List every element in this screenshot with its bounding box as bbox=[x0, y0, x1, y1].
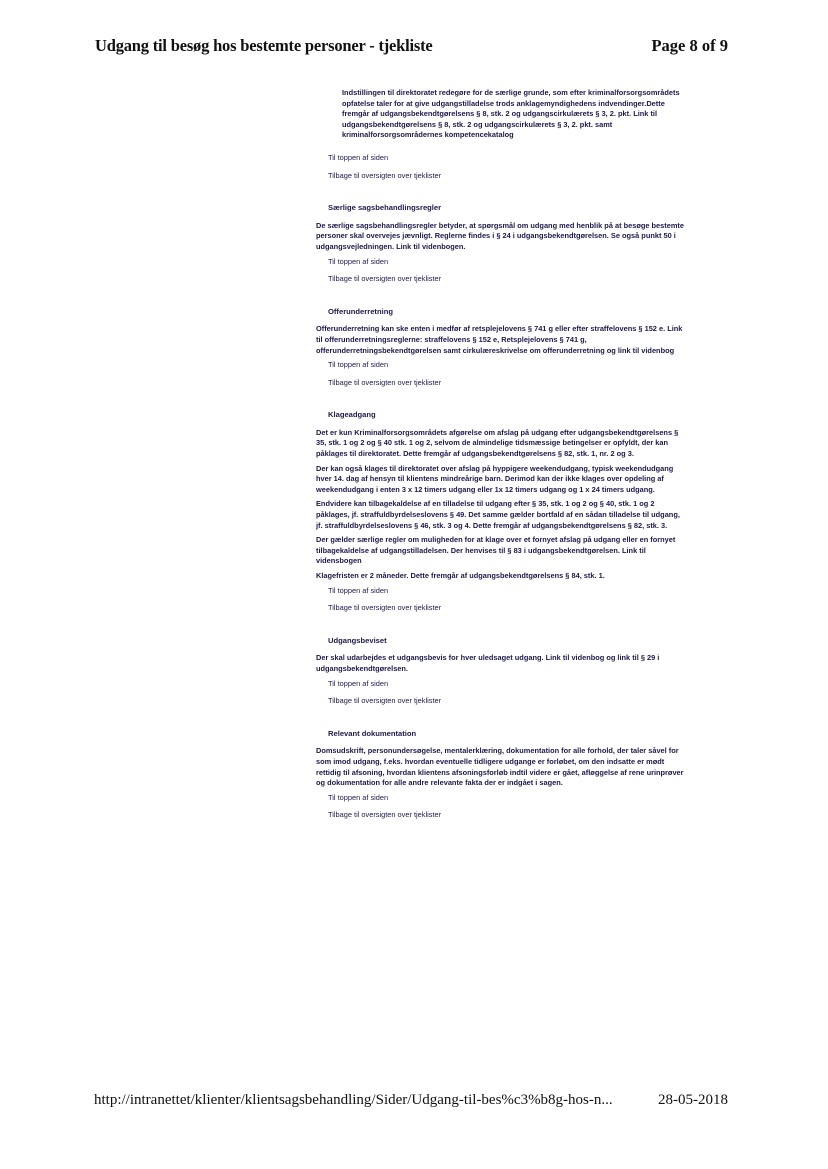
back-to-overview-link[interactable]: Tilbage til oversigten over tjeklister bbox=[328, 696, 442, 706]
page-content bbox=[316, 88, 686, 828]
document-title: Udgang til besøg hos bestemte personer - tjekliste bbox=[95, 36, 433, 55]
back-to-overview-link[interactable]: Tilbage til oversigten over tjeklister bbox=[328, 603, 442, 613]
to-top-link[interactable]: Til toppen af siden bbox=[328, 792, 389, 802]
to-top-link[interactable]: Til toppen af siden bbox=[328, 585, 389, 595]
source-url: http://intranettet/klienter/klientsagsbehandling/Sider/Udgang-til-bes%c3%b8g-hos-n... bbox=[94, 1092, 613, 1108]
section-paragraph: Domsudskrift, personundersøgelse, mentalerklæring, dokumentation for alle forhold, der taler såvel for som imod udgang, f.eks. hvordan eventuelle tidligere udgange er forløbet, om den indsatte er mødt rettidig til afsoning, hvordan klientens afsoningsforløb indtil videre er gået, afløggelse af rene urinprøver og dokumentation for alle andre relevante fakta der er indgået i sagen. bbox=[316, 746, 684, 788]
to-top-link[interactable]: Til toppen af siden bbox=[328, 360, 389, 370]
section-victim-notification bbox=[316, 307, 686, 389]
to-top-link[interactable]: Til toppen af siden bbox=[328, 152, 389, 162]
section-paragraph: De særlige sagsbehandlingsregler betyder, at spørgsmål om udgang med henblik på at besøge bestemte personer skal overvejes jævnligt. Reglerne findes i § 24 i udgangsbekendtgørelsen. Se også punkt 50 i udgangsvejledningen. Link til videnbogen. bbox=[316, 220, 684, 251]
section-title: Særlige sagsbehandlingsregler bbox=[328, 203, 442, 213]
section-paragraph: Offerunderretning kan ske enten i medfør af retsplejelovens § 741 g eller efter straffelovens § 152 e. Link til offerunderretningsreglerne: straffelovens § 152 e, Retsplejelovens § 741 g, offerunderretningsbekendtgørelsen samt cirkulæreskrivelse om offerunderretning og link til videnbog bbox=[316, 324, 683, 355]
section-paragraph: Endvidere kan tilbagekaldelse af en tilladelse til udgang efter § 35, stk. 1 og 2 og § 40, stk. 1 og 2 påklages, jf. straffuldbyrdelseslovens § 49. Det samme gælder bortfald af en sådan tilladelse til udgang, jf. straffuldbyrdelseslovens § 46, stk. 3 og 4. Dette fremgår af udgangsbekendtgørelsens § 82, stk. 3. bbox=[316, 499, 680, 530]
nav-links bbox=[328, 360, 686, 388]
section-title: Klageadgang bbox=[328, 410, 376, 420]
to-top-link[interactable]: Til toppen af siden bbox=[328, 678, 389, 688]
section-title: Udgangsbeviset bbox=[328, 635, 387, 645]
intro-paragraph: Indstillingen til direktoratet redegøre for de særlige grunde, som efter kriminalforsorgsområdets opfatelse taler for at give udgangstilladelse trods anklagemyndighedens indvendinger.Dette fremgår af udgangsbekendtgørelsens § 8, stk. 2 og udgangscirkulærets § 3, 2. pkt. Link til udgangsbekendtgørelsens § 8, stk. 2 og udgangscirkulærets § 3, 2. pkt. samt kriminalforsorgsområdernes kompetencekatalog bbox=[342, 88, 680, 140]
to-top-link[interactable]: Til toppen af siden bbox=[328, 256, 389, 266]
section-title: Relevant dokumentation bbox=[328, 728, 417, 738]
nav-links bbox=[328, 679, 686, 707]
section-paragraph: Det er kun Kriminalforsorgsområdets afgørelse om afslag på udgang efter udgangsbekendtgørelsens § 35, stk. 1 og 2 og § 40 stk. 1 og 2, selvom de almindelige tidsmæssige betingelser er opfyldt, der kan påklages til direktoratet. Dette fremgår af udgangsbekendtgørelsens § 82, stk. 1, nr. 2 og 3. bbox=[316, 427, 679, 459]
page-header bbox=[95, 36, 728, 60]
section-paragraph: Der kan også klages til direktoratet over afslag på hyppigere weekendudgang, typisk weekendudgang hver 14. dag af hensyn til klientens mindreårige barn. Derimod kan der ikke klages over opdeling af weekendudgang i enten 3 x 12 timers udgang eller 1x 12 timers udgang og 1 x 24 timers udgang. bbox=[316, 463, 674, 494]
section-leave-certificate bbox=[316, 636, 686, 707]
nav-links bbox=[328, 793, 686, 821]
section-title: Offerunderretning bbox=[328, 306, 393, 316]
nav-links bbox=[328, 153, 686, 181]
section-appeal bbox=[316, 410, 686, 614]
print-date: 28-05-2018 bbox=[658, 1092, 728, 1108]
back-to-overview-link[interactable]: Tilbage til oversigten over tjeklister bbox=[328, 170, 442, 180]
page-footer bbox=[94, 1092, 728, 1114]
page-number: Page 8 of 9 bbox=[651, 36, 728, 55]
section-special-rules bbox=[316, 203, 686, 285]
section-paragraph: Klagefristen er 2 måneder. Dette fremgår af udgangsbekendtgørelsens § 84, stk. 1. bbox=[316, 571, 605, 580]
section-documentation bbox=[316, 729, 686, 821]
section-paragraph: Der gælder særlige regler om muligheden for at klage over et fornyet afslag på udgang eller en fornyet tilbagekaldelse af udgangstilladelsen. Der henvises til § 83 i udgangsbekendtgørelsen. Link til vidensbogen bbox=[316, 535, 676, 566]
nav-links bbox=[328, 586, 686, 614]
nav-links bbox=[328, 257, 686, 285]
back-to-overview-link[interactable]: Tilbage til oversigten over tjeklister bbox=[328, 810, 442, 820]
section-paragraph: Der skal udarbejdes et udgangsbevis for hver uledsaget udgang. Link til videnbog og link til § 29 i udgangsbekendtgørelsen. bbox=[316, 653, 660, 673]
back-to-overview-link[interactable]: Tilbage til oversigten over tjeklister bbox=[328, 377, 442, 387]
back-to-overview-link[interactable]: Tilbage til oversigten over tjeklister bbox=[328, 274, 442, 284]
